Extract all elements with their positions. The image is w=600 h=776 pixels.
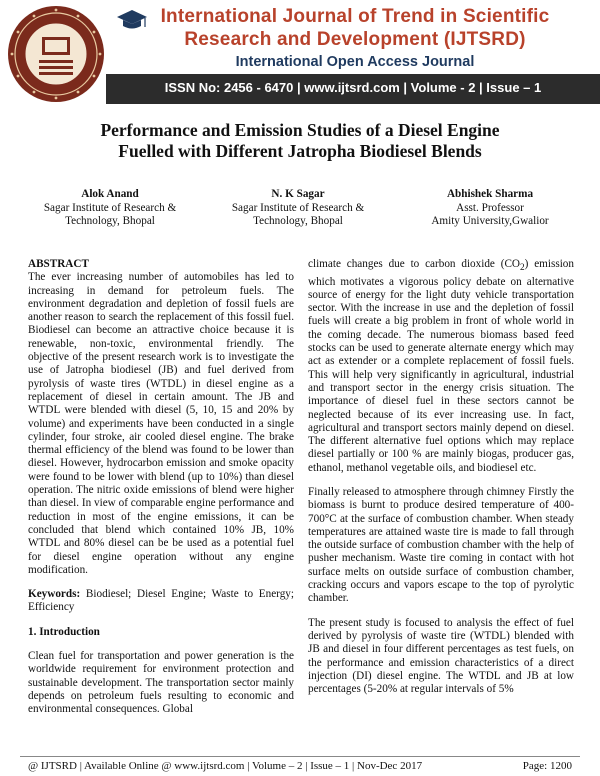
author-block: [20, 188, 200, 229]
abstract-text: The ever increasing number of automobiles has led to increasing in demand for petroleum fuels. The environment degradation and depletion of fossil fuels are another reason to search the replacement of this fossil fuel. Biodiesel can become an attractive choice because it is renewable, non-toxic, environmental friendly. The objective of the present research work is to investigate the use of Jatropha biodiesel (JB) and fuel derived from pyrolysis of waste tires (WTDL) in diesel engine as a replacement of diesel in certain amount. The JB and WTDL were blended with diesel (5, 10, 15 and 20% by volume) and experiments have been conducted in a single cylinder, four stroke, air cooled diesel engine. The brake thermal efficiency of the blend was found to be lower than diesel. However, hydrocarbon emission and smoke opacity were found to be lower with blend (up to 10%) than diesel operation. The nitric oxide emissions of blend were higher than diesel. In view of comparable engine performance and reduction in most of the engine emissions, it can be concluded that blend which contained 10% JB, 10% WTDL and 80% diesel can be be used as a potential fuel for diesel engine operation without any engine modification.: [28, 271, 294, 576]
keywords-text: Biodiesel; Diesel Engine; Waste to Energy; Efficiency: [28, 588, 294, 614]
body-text: climate changes due to carbon dioxide (CO: [308, 258, 520, 270]
issn-line: ISSN No: 2456 - 6470 | www.ijtsrd.com | Volume - 2 | Issue – 1: [164, 80, 542, 95]
left-column: [28, 258, 294, 717]
author-block: [400, 188, 580, 229]
abstract-heading: ABSTRACT: [28, 258, 89, 270]
subscript: 2: [520, 263, 525, 274]
author-name: Alok Anand: [81, 188, 139, 200]
body-paragraph: [308, 258, 574, 475]
author-name: N. K Sagar: [271, 188, 325, 200]
journal-subtitle: International Open Access Journal: [235, 54, 475, 70]
journal-header: [0, 0, 600, 110]
body-paragraph: Finally released to atmosphere through chimney Firstly the biomass is burnt to produce desired temperature of 400-700°C at the surface of combustion chamber. When steady temperatures are attained waste tire is made to fall through the outside surface of combustion chamber with the help of pusher mechanism. Waste tire coming in contact with hot surface melts on outside surface of combustion chamber, cracking occurs and vapors escape to the top of pyrolytic chamber.: [308, 485, 574, 605]
author-affiliation: Sagar Institute of Research &: [43, 201, 177, 214]
paper-title-line1: Performance and Emission Studies of a Diesel Engine: [100, 120, 500, 140]
author-affiliation: Sagar Institute of Research &: [231, 201, 365, 214]
journal-seal-icon: [6, 4, 106, 104]
right-column: [308, 258, 574, 696]
author-name: Abhishek Sharma: [446, 188, 534, 200]
author-affiliation: Technology, Bhopal: [65, 215, 155, 227]
author-affiliation: Amity University,Gwalior: [431, 215, 549, 227]
keywords-label: Keywords:: [28, 588, 81, 601]
footer-rule: [20, 756, 580, 757]
paper-title: [40, 120, 560, 162]
body-text: ) emission which motivates a vigorous policy debate on alternative source of energy for the light duty vehicle transportation sector. With the increase in use and the depletion of fossil fuels will create a big problem in front of whole world in the coming decade. The numerous biomass based feed stocks can be used to generate alternate energy which may act as extender or a complete replacement of fossil fuels. This will help very significantly in agricultural, industrial and transport sector in the energy crisis situation. The importance of diesel fuel in these sectors cannot be neglected because of its ever increasing use. In fact, agricultural and transport sectors mainly depend on diesel. The different alternative fuel options which may replace diesel partially or 100 % are mainly biogas, producer gas, ethanol, methanol vegetable oils, and biodiesel etc.: [308, 258, 574, 474]
introduction-heading: 1. Introduction: [28, 625, 100, 638]
keywords: [28, 588, 294, 615]
journal-title-line1: International Journal of Trend in Scientific: [160, 6, 550, 27]
page-number: Page: 1200: [522, 760, 572, 772]
introduction-paragraph: Clean fuel for transportation and power generation is the worldwide requirement for environment protection and sustainable development. The transportation sector mainly depends on petroleum fuels resulting to economic and environmental consequences. Global: [28, 650, 294, 716]
body-paragraph: The present study is focused to analysis the effect of fuel derived by pyrolysis of waste tire (WTDL) blended with JB and diesel in four different percentages as test fuels, on the performance and emission characteristics of a direct injection (DI) diesel engine. The WTDL and JB at low percentages (5-20% at regular intervals of 5%: [308, 616, 574, 696]
page-footer: [20, 760, 580, 774]
journal-title-line2: Research and Development (IJTSRD): [184, 29, 526, 50]
paper-title-line2: Fuelled with Different Jatropha Biodiesel Blends: [118, 141, 482, 161]
footer-citation: @ IJTSRD | Available Online @ www.ijtsrd.com | Volume – 2 | Issue – 1 | Nov-Dec 2017: [28, 760, 423, 772]
author-affiliation: Technology, Bhopal: [253, 215, 343, 227]
author-affiliation: Asst. Professor: [456, 201, 524, 214]
author-block: [208, 188, 388, 229]
